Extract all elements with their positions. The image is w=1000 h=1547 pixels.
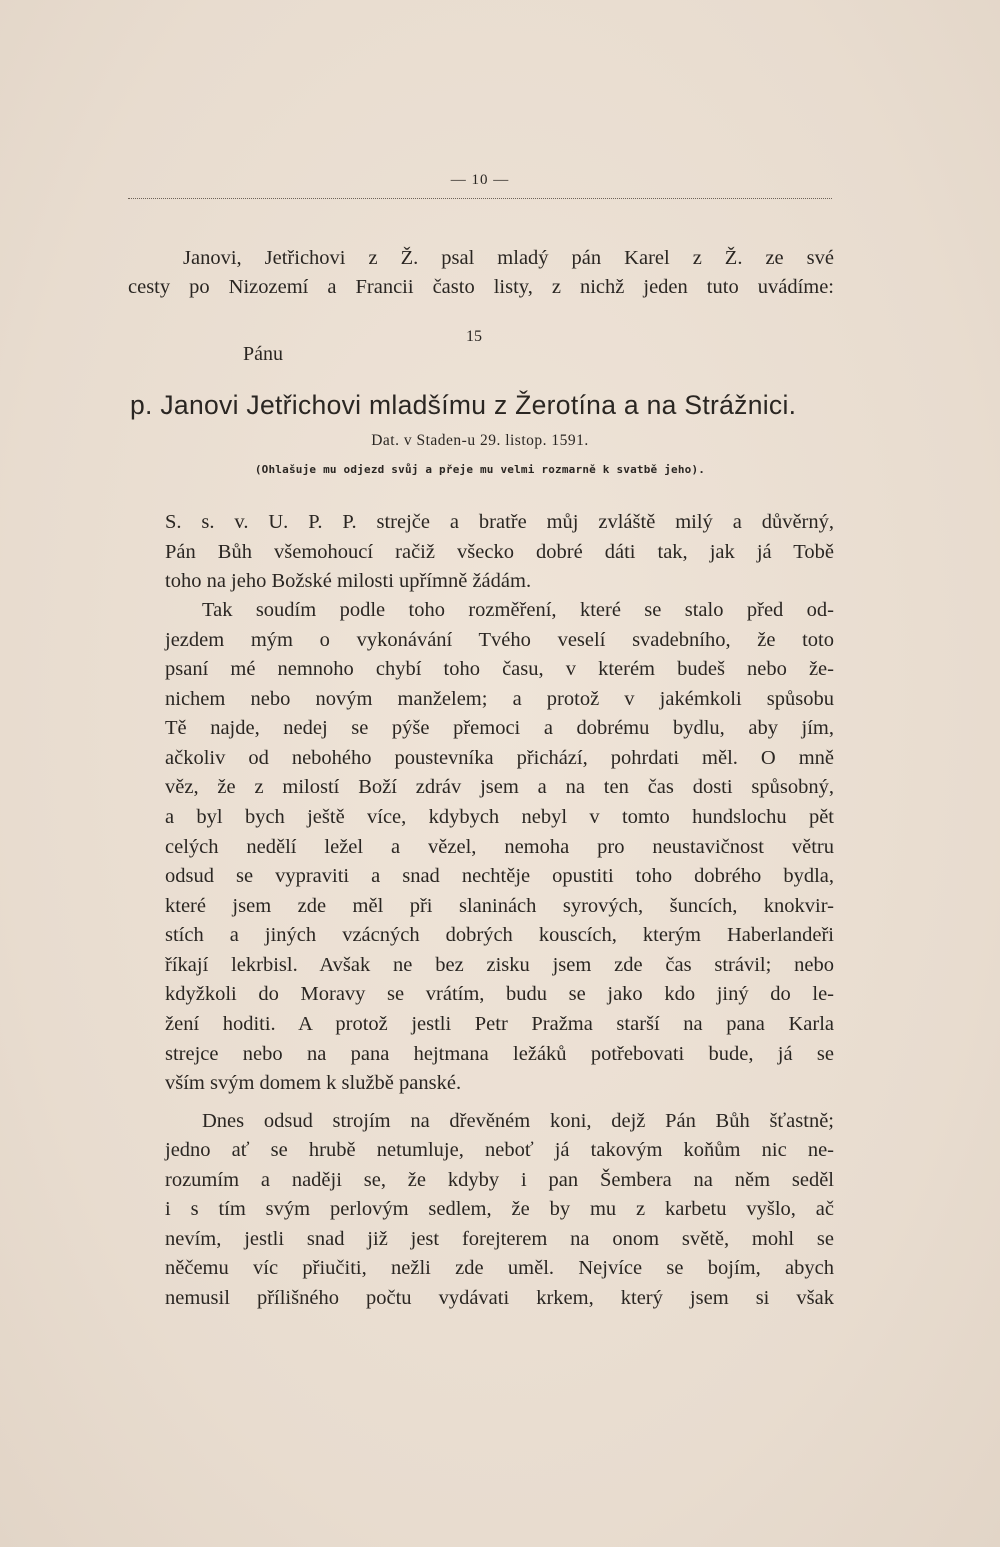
text-line: i s tím svým perlovým sedlem, že by mu z karbetu vyšlo, ač [165, 1198, 834, 1220]
text-line: Dnes odsud strojím na dřevěném koni, dejž Pán Bůh šťastně; [202, 1110, 834, 1132]
header-rule [128, 198, 832, 199]
dateline: Dat. v Staden-u 29. listop. 1591. [371, 432, 589, 449]
text-line: něčemu víc přiučiti, nežli zde uměl. Nejvíce se bojím, abych [165, 1257, 834, 1279]
text-line: vším svým domem k službě panské. [165, 1072, 462, 1094]
text-line: S. s. v. U. P. P. strejče a bratře můj zvláště milý a důvěrný, [165, 511, 834, 533]
text-line: žení hoditi. A protož jestli Petr Pražma starší na pana Karla [165, 1013, 834, 1035]
text-line: nemusil přílišného počtu vydávati krkem, který jsem si však [165, 1287, 834, 1309]
letter-number: 15 [466, 328, 482, 345]
text-line: strejce nebo na pana hejtmana ležáků potřebovati bude, já se [165, 1043, 834, 1065]
text-line: psaní mé nemnoho chybí toho času, v kterém budeš nebo že- [165, 658, 834, 680]
text-line: a byl bych ještě více, kdybych nebyl v tomto hundslochu pět [165, 806, 834, 828]
page-number: — 10 — [450, 172, 510, 188]
intro-line: cesty po Nizozemí a Francii často listy, z nichž jeden tuto uvádíme: [128, 276, 834, 298]
letter-subject: (Ohlašuje mu odjezd svůj a přeje mu velmi rozmarně k svatbě jeho). [254, 463, 706, 476]
text-line: kdyžkoli do Moravy se vrátím, budu se jako kdo jiný do le- [165, 983, 834, 1005]
text-line: celých nedělí ležel a vězel, nemoha pro neustavičnost větru [165, 836, 834, 858]
text-line: Tak soudím podle toho rozměření, které se stalo před od- [202, 599, 834, 621]
text-line: které jsem zde měl při slaninách syrových, šuncích, knokvir- [165, 895, 834, 917]
text-line: nichem nebo novým manželem; a protož v jakémkoli spůsobu [165, 688, 834, 710]
intro-line: Janovi, Jetřichovi z Ž. psal mladý pán Karel z Ž. ze své [183, 247, 834, 269]
text-line: jezdem mým o vykonávání Tvého veselí svadebního, že toto [165, 629, 834, 651]
text-line: stích a jiných vzácných dobrých kouscích, kterým Haberlandeři [165, 924, 834, 946]
salutation-prefix: Pánu [243, 343, 283, 365]
addressee-heading: p. Janovi Jetřichovi mladšímu z Žerotína a na Strážnici. [130, 390, 797, 420]
text-line: ačkoliv od nebohého poustevníka přichází, pohrdati měl. O mně [165, 747, 834, 769]
text-line: jedno ať se hrubě netumluje, neboť já takovým koňům nic ne- [165, 1139, 834, 1161]
text-line: odsud se vypraviti a snad nechtěje opustiti toho dobrého bydla, [165, 865, 834, 887]
text-line: říkají lekrbisl. Avšak ne bez zisku jsem zde čas strávil; nebo [165, 954, 834, 976]
text-line: Pán Bůh všemohoucí račiž všecko dobré dáti tak, jak já Tobě [165, 541, 834, 563]
text-line: Tě najde, nedej se pýše přemoci a dobrému bydlu, aby jím, [165, 717, 834, 739]
text-line: věz, že z milostí Boží zdráv jsem a na ten čas dosti spůsobný, [165, 776, 834, 798]
text-line: rozumím a naději se, že kdyby i pan Šembera na něm seděl [165, 1169, 834, 1191]
text-line: toho na jeho Božské milosti upřímně žádám. [165, 570, 532, 592]
text-line: nevím, jestli snad již jest forejterem na onom světě, mohl se [165, 1228, 834, 1250]
